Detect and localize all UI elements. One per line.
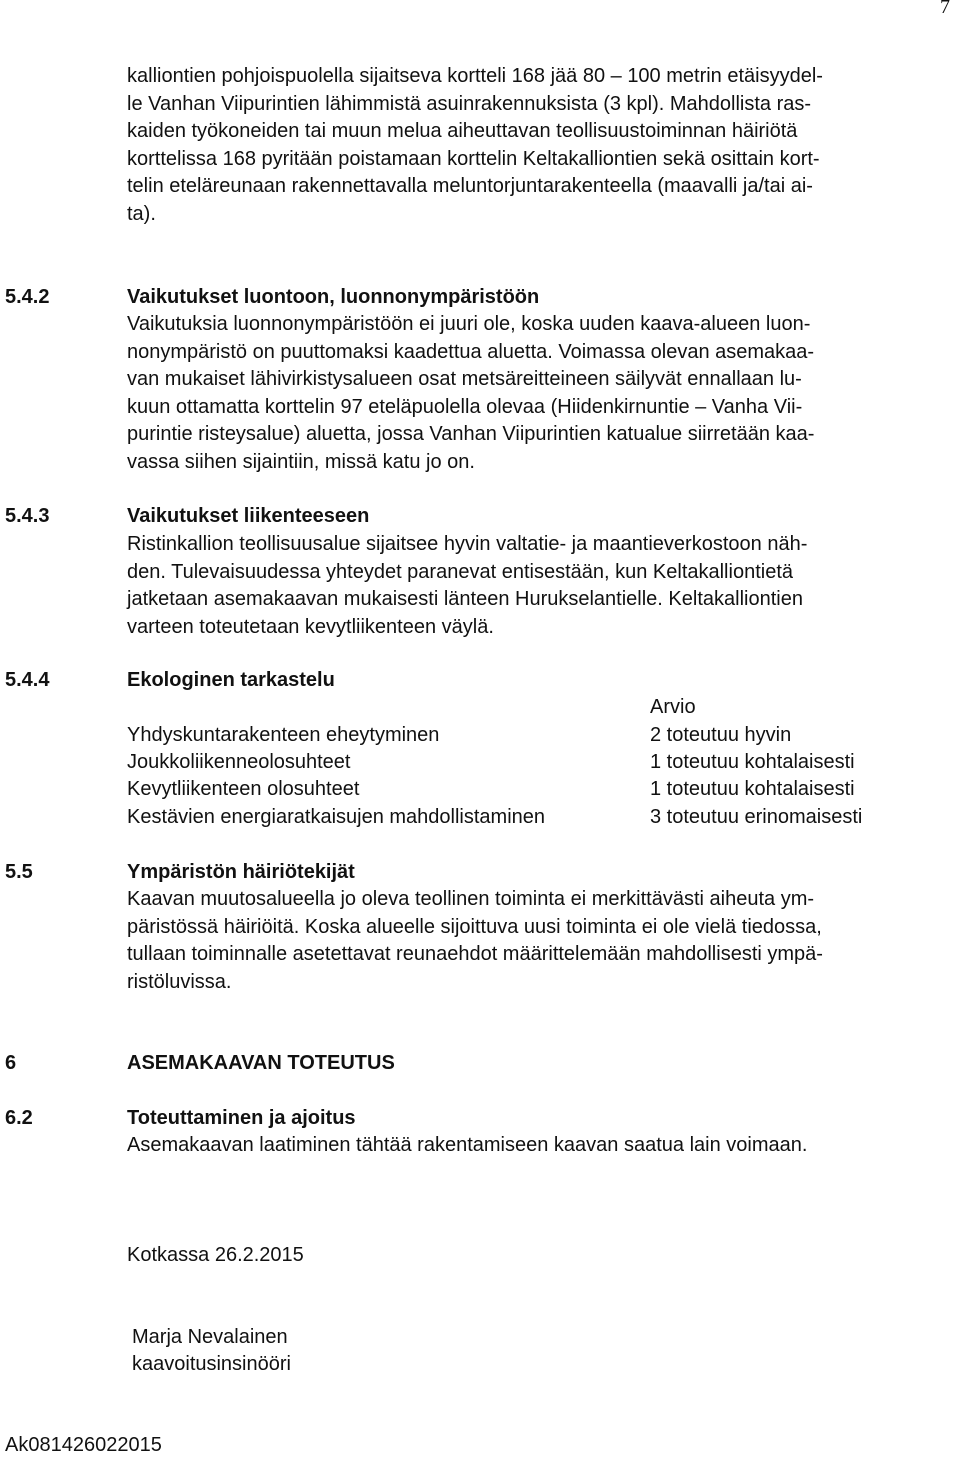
criterion-value: 1 toteutuu kohtalaisesti (650, 751, 855, 773)
section-body (127, 311, 942, 476)
text-line: le Vanhan Viipurintien lähimmistä asuinrakennuksista (3 kpl). Mahdollista ras- (127, 92, 812, 115)
text-line: päristössä häiriöitä. Koska alueelle sijoittuva uusi toiminta ei ole vielä tiedossa, (127, 915, 822, 938)
text-line: varteen toteutetaan kevytliikenteen väylä. (127, 615, 494, 638)
section-number: 5.5 (5, 861, 33, 883)
section-body (127, 531, 942, 641)
document-code: Ak081426022015 (5, 1434, 162, 1456)
section-number: 5.4.2 (5, 286, 50, 308)
section-heading: Vaikutukset liikenteeseen (127, 505, 370, 527)
signatory-role: kaavoitusinsinööri (132, 1353, 291, 1375)
criterion-label: Kevytliikenteen olosuhteet (127, 778, 360, 800)
text-line: telin eteläreunaan rakennettavalla meluntorjuntarakenteella (maavalli ja/tai ai- (127, 175, 813, 197)
text-line: Kaavan muutosalueella jo oleva teollinen toiminta ei merkittävästi aiheuta ym- (127, 888, 815, 910)
criterion-label: Joukkoliikenneolosuhteet (127, 751, 351, 773)
section-heading: Toteuttaminen ja ajoitus (127, 1107, 356, 1129)
text-line: den. Tulevaisuudessa yhteydet paranevat entisestään, kun Keltakalliontietä (127, 560, 793, 583)
text-line: kalliontien pohjoispuolella sijaitseva kortteli 168 jää 80 – 100 metrin etäisyydel- (127, 65, 823, 87)
signatory-name: Marja Nevalainen (132, 1326, 288, 1348)
section-body (127, 886, 942, 996)
assessment-header: Arvio (650, 696, 696, 718)
criterion-label: Yhdyskuntarakenteen eheytyminen (127, 724, 440, 746)
text-line: purintie risteysalue) aluetta, jossa Vanhan Viipurintien katualue siirretään kaa- (127, 423, 815, 445)
intro-paragraph (127, 63, 942, 228)
page-number: 7 (940, 0, 950, 18)
criterion-value: 3 toteutuu erinomaisesti (650, 806, 863, 828)
section-number: 5.4.3 (5, 505, 50, 527)
criterion-value: 1 toteutuu kohtalaisesti (650, 778, 855, 800)
text-line: Asemakaavan laatiminen tähtää rakentamiseen kaavan saatua lain voimaan. (127, 1134, 808, 1156)
section-body (127, 1132, 942, 1160)
text-line: tullaan toiminnalle asetettavat reunaehdot määrittelemään mahdollisesti ympä- (127, 943, 823, 965)
text-line: van mukaiset lähivirkistysalueen osat metsäreitteineen säilyvät ennallaan lu- (127, 368, 802, 390)
section-heading: Ekologinen tarkastelu (127, 669, 335, 691)
criterion-value: 2 toteutuu hyvin (650, 724, 792, 746)
text-line: jatketaan asemakaavan mukaisesti länteen Hurukselantielle. Keltakalliontien (127, 588, 803, 610)
criterion-label: Kestävien energiaratkaisujen mahdollistaminen (127, 806, 546, 828)
text-line: ristöluvissa. (127, 970, 232, 993)
text-line: Vaikutuksia luonnonympäristöön ei juuri ole, koska uuden kaava-alueen luon- (127, 313, 811, 335)
text-line: Ristinkallion teollisuusalue sijaitsee hyvin valtatie- ja maantieverkostoon näh- (127, 533, 808, 555)
place-date: Kotkassa 26.2.2015 (127, 1244, 304, 1266)
text-line: ta). (127, 202, 156, 225)
section-heading: Vaikutukset luontoon, luonnonympäristöön (127, 286, 540, 308)
section-heading: Ympäristön häiriötekijät (127, 861, 355, 883)
text-line: korttelissa 168 pyritään poistamaan korttelin Keltakalliontien sekä osittain kort- (127, 147, 820, 170)
text-line: vassa siihen sijaintiin, missä katu jo on. (127, 450, 475, 473)
section-number: 6.2 (5, 1107, 33, 1129)
text-line: kuun ottamatta korttelin 97 eteläpuolella olevaa (Hiidenkirnuntie – Vanha Vii- (127, 395, 803, 418)
text-line: nonympäristö on puuttomaksi kaadettua aluetta. Voimassa olevan asemakaa- (127, 340, 815, 363)
chapter-heading: ASEMAKAAVAN TOTEUTUS (127, 1052, 395, 1074)
chapter-number: 6 (5, 1052, 17, 1074)
text-line: kaiden työkoneiden tai muun melua aiheuttavan teollisuustoiminnan häiriötä (127, 120, 798, 142)
section-number: 5.4.4 (5, 669, 50, 691)
